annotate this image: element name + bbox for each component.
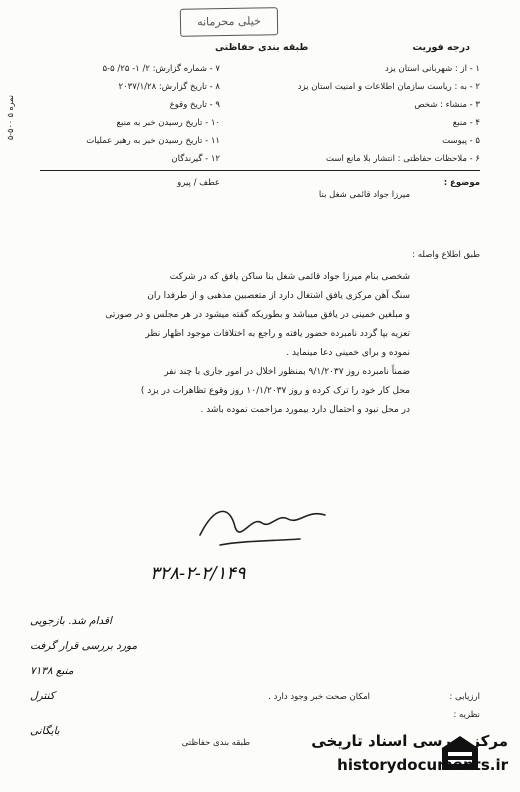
right-field-2: ۲ - به : ریاست سازمان اطلاعات و امنیت استان یزد	[297, 82, 480, 92]
subject-value: میرزا جواد قائمی شغل بنا	[318, 190, 410, 200]
right-field-3: ۳ - منشاء : شخص	[414, 100, 480, 110]
watermark-title: مرکز بررسی اسناد تاریخی	[311, 732, 508, 750]
left-field-1: ۷ - شماره گزارش: ۲/ ۱- ۲۵/ ۵-۵	[102, 64, 220, 74]
header-divider	[40, 170, 480, 171]
top-stamp-text: خیلی محرمانه	[197, 14, 261, 29]
body-line-6: ضمناً نامبرده روز ۹/۱/۲۰۳۷ بمنظور اخلال در امور جاری با چند نفر	[164, 367, 410, 377]
opinion-label: نظریه :	[453, 710, 480, 720]
bottom-classification: طبقه بندی حفاظتی	[181, 738, 250, 748]
handwritten-note-1: اقدام شد. بازجویی	[30, 615, 112, 627]
handwritten-note-5: بایگانی	[30, 725, 60, 737]
urgency-label: درجه فوریت	[412, 42, 470, 53]
handwritten-note-2: مورد بررسی قرار گرفت	[30, 640, 138, 652]
evaluation-label: ارزیابی :	[449, 692, 480, 702]
right-field-1: ۱ - از : شهربانی استان یزد	[384, 64, 480, 74]
possibility-text: امکان صحت خبر وجود دارد .	[268, 692, 370, 702]
body-line-3: و مبلغین خمینی در یافق میباشد و بطوریکه گفته میشود در هر مجلس و در صورتی	[105, 310, 410, 320]
salutation: طبق اطلاع واصله :	[412, 250, 480, 260]
watermark-logo	[300, 728, 518, 792]
left-field-2: ۸ - تاریخ گزارش: ۲۰۳۷/۱/۲۸	[118, 82, 220, 92]
handwritten-date: ۳۲۸-۲-۲/۱۴۹	[150, 563, 246, 584]
body-line-2: سنگ آهن مرکزی یافق اشتغال دارد از متعصبین مذهبی و از طرفدا ران	[147, 291, 410, 301]
left-field-3: ۹ - تاریخ وقوع	[169, 100, 220, 110]
body-line-7: محل کار خود را ترک کرده و روز ۱۰/۱/۲۰۳۷ روز وقوع تظاهرات در یزد )	[140, 386, 410, 396]
top-stamp	[180, 7, 278, 37]
side-number: ۵-۵۰۰ نمره ۵	[6, 95, 15, 140]
right-field-4: ۴ - منبع	[452, 118, 480, 128]
right-field-5: ۵ - پیوست	[442, 136, 480, 146]
watermark-url[interactable]: historydocuments.ir	[337, 756, 508, 774]
right-field-6: ۶ - ملاحظات حفاظتی : انتشار بلا مانع است	[326, 154, 480, 164]
left-field-6: ۱۲ - گیرندگان	[171, 154, 220, 164]
body-line-4: تعزیه بپا گردد نامبرده حضور یافته و راجع به اختلافات موجود اظهار نظر	[145, 329, 410, 339]
handwritten-note-4: کنترل	[30, 690, 55, 702]
handwritten-note-3: منبع ۷۱۳۸	[30, 665, 74, 677]
subject-label: موضوع :	[443, 178, 480, 188]
body-line-1: شخصی بنام میرزا جواد قائمی شغل بنا ساکن یافق که در شرکت	[169, 272, 410, 282]
reference-label: عطف / پیرو	[177, 178, 220, 188]
left-field-4: ۱۰ - تاریخ رسیدن خبر به منبع	[116, 118, 220, 128]
body-line-8: در محل نبود و احتمال دارد بیمورد مزاحمت نموده باشد .	[200, 405, 410, 415]
body-line-5: نموده و برای خمینی دعا مینماید .	[286, 348, 410, 358]
classification-label: طبقه بندی حفاظتی	[215, 42, 309, 53]
left-field-5: ۱۱ - تاریخ رسیدن خبر به رهبر عملیات	[86, 136, 220, 146]
signature-scrawl	[190, 495, 340, 555]
